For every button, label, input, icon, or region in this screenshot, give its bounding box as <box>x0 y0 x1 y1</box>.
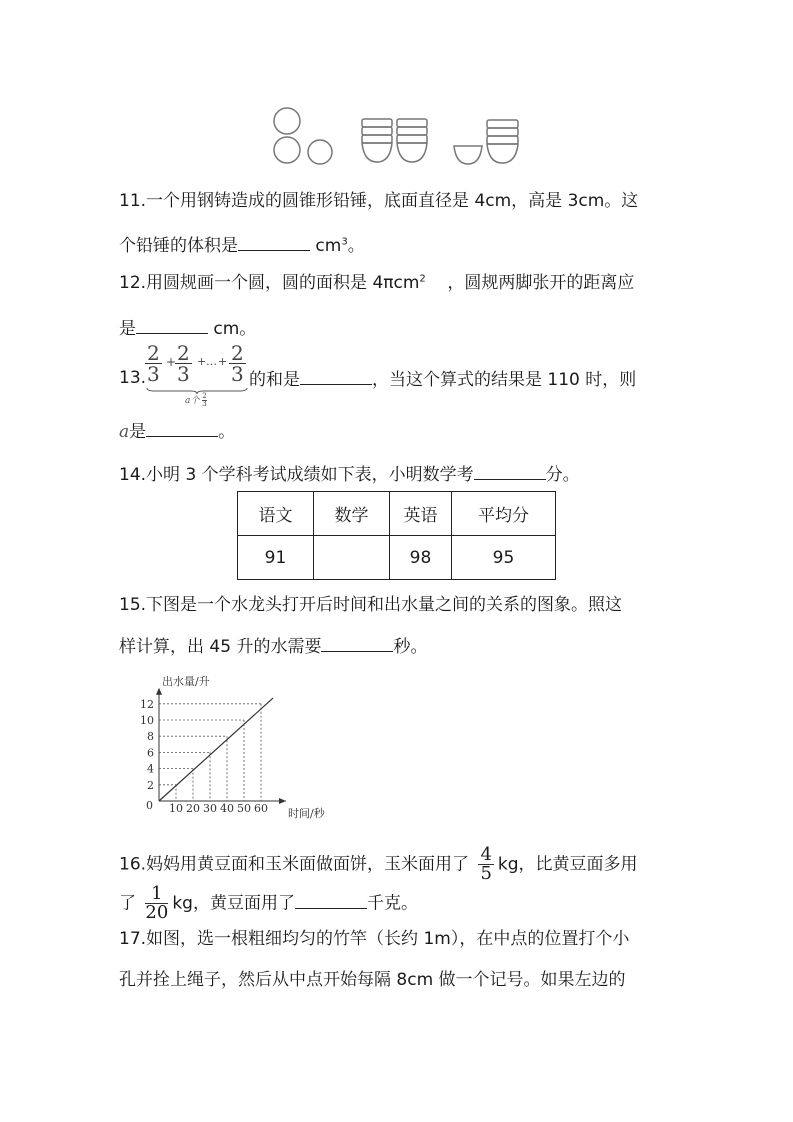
q15-answer-blank[interactable] <box>321 634 393 652</box>
q16-corn-fraction: $\frac{4}{5}$ <box>480 844 492 884</box>
y-tick-label: 6 <box>147 746 154 760</box>
q13-prefix: 13. <box>119 368 147 388</box>
q13-plus-3: + <box>218 355 228 368</box>
q12-line1 <box>119 272 634 294</box>
value-average: 95 <box>452 536 556 580</box>
value-chinese: 91 <box>238 536 314 580</box>
q12-area-exponent: 2 <box>419 273 426 285</box>
water-flow-chart <box>130 676 350 821</box>
x-tick-label: 30 <box>203 802 217 815</box>
score-table-value-row <box>238 536 556 580</box>
q11-unit-exponent: 3 <box>341 236 348 248</box>
y-axis-arrow <box>156 688 162 695</box>
q14-answer-blank[interactable] <box>474 462 546 480</box>
y-tick-label: 4 <box>147 762 154 776</box>
y-tick-label: 8 <box>147 730 154 744</box>
q15-line1: 15.下图是一个水龙头打开后时间和出水量之间的关系的图象。照这 <box>119 595 623 615</box>
circle-bottom-left <box>274 137 300 163</box>
q16-line1: 16.妈妈用黄豆面和玉米面做面饼，玉米面用了 $\frac{4}{5}$ kg，比黄豆面多用 <box>119 844 638 884</box>
q17-line2: 孔并拴上绳子，然后从中点开始每隔 8cm 做一个记号。如果左边的 <box>119 970 626 990</box>
x-tick-label: 20 <box>186 802 200 815</box>
q13-plus-2: + <box>197 355 207 368</box>
q17-line1: 17.如图，选一根粗细均匀的竹竿（长约 1m），在中点的位置打个小 <box>119 929 630 949</box>
x-axis-label: 时间/秒 <box>288 807 325 820</box>
y-tick-label: 2 <box>147 778 154 792</box>
series-line <box>159 698 273 801</box>
q11-line1: 11.一个用钢铸造成的圆锥形铅锤，底面直径是 4cm，高是 3cm。这 <box>119 191 639 211</box>
q13-expression <box>145 343 249 409</box>
bowl-stack-1 <box>362 119 392 162</box>
q12-text-post: ，圆规两脚张开的距离应 <box>425 273 635 293</box>
circle-bottom-right <box>308 140 332 164</box>
q16-line2: 了 $\frac{1}{20}$ kg，黄豆面用了 千克。 <box>119 883 418 923</box>
q13-ellipsis: … <box>206 355 217 368</box>
score-table <box>237 491 556 580</box>
bowl-stack-4 <box>487 120 518 163</box>
x-tick-label: 40 <box>220 802 234 815</box>
q12-line2 <box>119 316 256 340</box>
bowl-stack-3 <box>454 146 482 164</box>
q13-plus-1: + <box>166 355 177 369</box>
x-tick-label: 60 <box>254 802 268 815</box>
q13-line2: a是 。 <box>119 419 235 443</box>
x-tick-label: 50 <box>237 802 251 815</box>
header-chinese: 语文 <box>238 492 314 536</box>
circles-and-bowls-figure <box>268 104 528 168</box>
q11-answer-blank[interactable] <box>238 233 310 251</box>
q13-a-blank[interactable] <box>146 419 218 437</box>
q13-sum-blank[interactable] <box>300 367 372 385</box>
q12-text: 12.用圆规画一个圆，圆的面积是 4πcm <box>119 273 420 293</box>
q15-line2: 样计算，出 45 升的水需要 秒。 <box>119 634 427 658</box>
q13-term-1: $\frac{2}{3}$ <box>147 341 160 386</box>
q13-term-3: $\frac{2}{3}$ <box>231 341 244 386</box>
y-axis-label: 出水量/升 <box>162 676 210 688</box>
header-math: 数学 <box>314 492 390 536</box>
origin-label: 0 <box>146 799 153 812</box>
q14-line: 14.小明 3 个学科考试成绩如下表，小明数学考 分。 <box>119 462 580 486</box>
q13-variable-a: a <box>119 422 130 442</box>
header-english: 英语 <box>390 492 452 536</box>
q12-unit: cm。 <box>208 319 257 339</box>
q12-answer-blank[interactable] <box>136 316 208 334</box>
q11-line2 <box>119 233 365 257</box>
q11-end: 。 <box>347 236 365 256</box>
score-table-header-row <box>238 492 556 536</box>
circle-top <box>274 108 300 134</box>
q13-term-2: $\frac{2}{3}$ <box>177 341 190 386</box>
q16-answer-blank[interactable] <box>295 891 367 909</box>
q13-brace-label: a个 $\frac{2}{3}$ <box>185 392 207 408</box>
x-tick-label: 10 <box>169 802 183 815</box>
y-tick-label: 12 <box>140 697 154 711</box>
q11-text: 个铅锤的体积是 <box>119 236 238 256</box>
q11-unit: cm <box>310 236 342 256</box>
value-english: 98 <box>390 536 452 580</box>
value-math[interactable] <box>314 536 390 580</box>
x-axis-arrow <box>279 798 286 804</box>
q16-diff-fraction: $\frac{1}{20}$ <box>145 883 169 923</box>
y-tick-label: 10 <box>140 714 154 727</box>
bowl-stack-2 <box>397 119 427 162</box>
header-average: 平均分 <box>452 492 556 536</box>
q12-text2: 是 <box>119 319 136 339</box>
q13-line1-text: 的和是 ，当这个算式的结果是 110 时，则 <box>249 367 636 391</box>
